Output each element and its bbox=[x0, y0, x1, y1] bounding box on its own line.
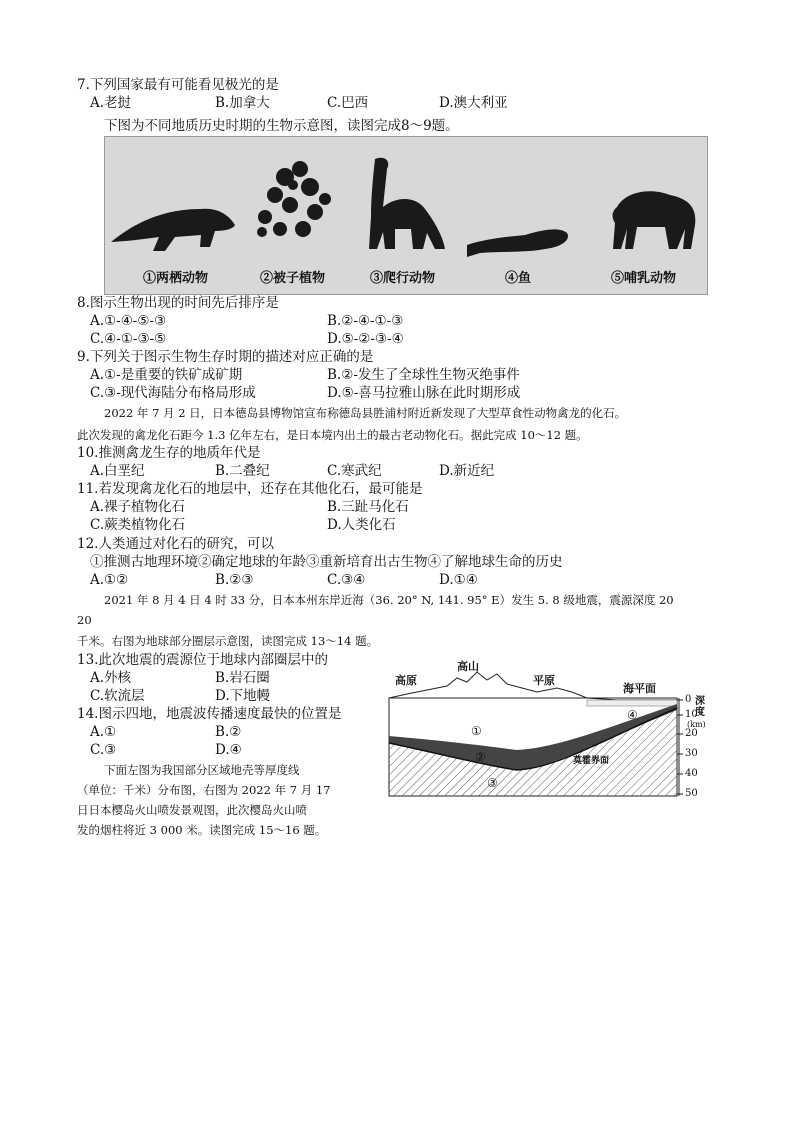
q12-option-b: B.②③ bbox=[215, 572, 254, 588]
q11-option-a: A.裸子植物化石 bbox=[90, 499, 186, 515]
marker-3: ③ bbox=[487, 776, 498, 790]
q9-stem: 9.下列关于图示生物生存时期的描述对应正确的是 bbox=[77, 349, 374, 365]
label-plain: 平原 bbox=[533, 674, 555, 687]
q13-option-a: A.外核 bbox=[90, 670, 132, 686]
intro-10-12-line1: 2022 年 7 月 2 日，日本德岛县博物馆宣布称德岛县胜浦村附近新发现了大型草食性动物禽龙的化石。 bbox=[104, 406, 627, 420]
depth-axis-title: 深度 bbox=[695, 696, 705, 718]
organisms-figure bbox=[104, 136, 708, 295]
q11-option-d: D.人类化石 bbox=[327, 517, 396, 533]
marker-2: ② bbox=[475, 750, 486, 764]
q12-option-c: C.③④ bbox=[327, 572, 366, 588]
intro-15-16-line4: 发的烟柱将近 3 000 米。读图完成 15～16 题。 bbox=[77, 823, 327, 837]
label-moho: 莫霍界面 bbox=[573, 756, 610, 766]
q12-option-a: A.①② bbox=[90, 572, 129, 588]
depth-tick-10: 10 bbox=[685, 709, 698, 720]
label-sea-level: 海平面 bbox=[623, 682, 656, 695]
crust-section-figure bbox=[387, 658, 709, 803]
angiosperm-icon bbox=[257, 161, 331, 237]
caption-fish: ④鱼 bbox=[505, 271, 532, 286]
depth-tick-50: 50 bbox=[685, 788, 698, 799]
caption-amphibian: ①两栖动物 bbox=[143, 271, 209, 286]
fish-icon bbox=[467, 229, 568, 257]
label-plateau: 高原 bbox=[395, 674, 417, 687]
intro-13-14-line1: 2021 年 8 月 4 日 4 时 33 分，日本本州东岸近海（36. 20° N, 141. 95° E）发生 5. 8 级地震，震源深度 20 bbox=[104, 593, 674, 607]
q14-option-b: B.② bbox=[215, 724, 242, 740]
q9-option-b: B.②-发生了全球性生物灭绝事件 bbox=[327, 367, 520, 383]
q12-statements: ①推测古地理环境②确定地球的年龄③重新培育出古生物④了解地球生命的历史 bbox=[90, 554, 563, 570]
q9-option-d: D.⑤-喜马拉雅山脉在此时期形成 bbox=[327, 385, 521, 401]
q10-option-b: B.二叠纪 bbox=[215, 463, 270, 479]
q14-option-c: C.③ bbox=[90, 742, 117, 758]
q11-option-c: C.蕨类植物化石 bbox=[90, 517, 186, 533]
q10-option-a: A.白垩纪 bbox=[90, 463, 145, 479]
q8-stem: 8.图示生物出现的时间先后排序是 bbox=[77, 295, 279, 311]
q12-option-d: D.①④ bbox=[439, 572, 478, 588]
q8-option-c: C.④-①-③-⑤ bbox=[90, 331, 167, 347]
q7-stem: 7.下列国家最有可能看见极光的是 bbox=[77, 77, 279, 93]
marker-4: ④ bbox=[627, 708, 638, 722]
q8-option-b: B.②-④-①-③ bbox=[327, 313, 404, 329]
q11-option-b: B.三趾马化石 bbox=[327, 499, 409, 515]
depth-axis-unit: (km) bbox=[687, 720, 706, 729]
depth-tick-30: 30 bbox=[685, 748, 698, 759]
label-mountain: 高山 bbox=[457, 660, 479, 673]
q12-stem: 12.人类通过对化石的研究，可以 bbox=[77, 536, 274, 552]
caption-reptile: ③爬行动物 bbox=[370, 271, 436, 286]
q13-stem: 13.此次地震的震源位于地球内部圈层中的 bbox=[77, 652, 328, 668]
q7-option-a: A.老挝 bbox=[90, 95, 132, 111]
depth-tick-0: 0 bbox=[685, 694, 692, 705]
depth-tick-20: 20 bbox=[685, 728, 698, 739]
intro-15-16-line3: 日日本樱岛火山喷发景观图，此次樱岛火山喷 bbox=[77, 803, 307, 817]
q9-option-c: C.③-现代海陆分布格局形成 bbox=[90, 385, 256, 401]
q14-option-d: D.④ bbox=[215, 742, 242, 758]
q7-option-b: B.加拿大 bbox=[215, 95, 270, 111]
q8-option-a: A.①-④-⑤-③ bbox=[90, 313, 167, 329]
mammal-icon bbox=[613, 191, 696, 249]
q13-option-c: C.软流层 bbox=[90, 688, 145, 704]
q13-option-d: D.下地幔 bbox=[215, 688, 271, 704]
q7-option-c: C.巴西 bbox=[327, 95, 369, 111]
q14-option-a: A.① bbox=[90, 724, 117, 740]
caption-mammal: ⑤哺乳动物 bbox=[611, 271, 677, 286]
intro-8-9: 下图为不同地质历史时期的生物示意图，读图完成8～9题。 bbox=[104, 118, 459, 134]
reptile-icon bbox=[369, 158, 445, 249]
intro-15-16-line2: （单位：千米）分布图，右图为 2022 年 7 月 17 bbox=[77, 783, 331, 797]
q11-stem: 11.若发现禽龙化石的地层中，还存在其他化石，最可能是 bbox=[77, 481, 423, 497]
intro-13-14-line1-cont: 20 bbox=[77, 613, 92, 627]
q10-option-c: C.寒武纪 bbox=[327, 463, 382, 479]
intro-15-16-line1: 下面左图为我国部分区域地壳等厚度线 bbox=[104, 763, 300, 777]
intro-13-14-line2: 千米。右图为地球部分圈层示意图，读图完成 13～14 题。 bbox=[77, 634, 379, 648]
q7-option-d: D.澳大利亚 bbox=[439, 95, 508, 111]
q8-option-d: D.⑤-②-③-④ bbox=[327, 331, 404, 347]
q9-option-a: A.①-是重要的铁矿成矿期 bbox=[90, 367, 243, 383]
caption-angiosperm: ②被子植物 bbox=[260, 271, 326, 286]
marker-1: ① bbox=[471, 724, 482, 738]
q10-stem: 10.推测禽龙生存的地质年代是 bbox=[77, 445, 261, 461]
intro-10-12-line2: 此次发现的禽龙化石距今 1.3 亿年左右，是日本境内出土的最古老动物化石。据此完成 10～12 题。 bbox=[77, 428, 588, 442]
depth-tick-40: 40 bbox=[685, 768, 698, 779]
q13-option-b: B.岩石圈 bbox=[215, 670, 270, 686]
q10-option-d: D.新近纪 bbox=[439, 463, 495, 479]
amphibian-icon bbox=[111, 209, 235, 251]
sea-layer bbox=[587, 700, 677, 706]
q14-stem: 14.图示四地，地震波传播速度最快的位置是 bbox=[77, 706, 342, 722]
